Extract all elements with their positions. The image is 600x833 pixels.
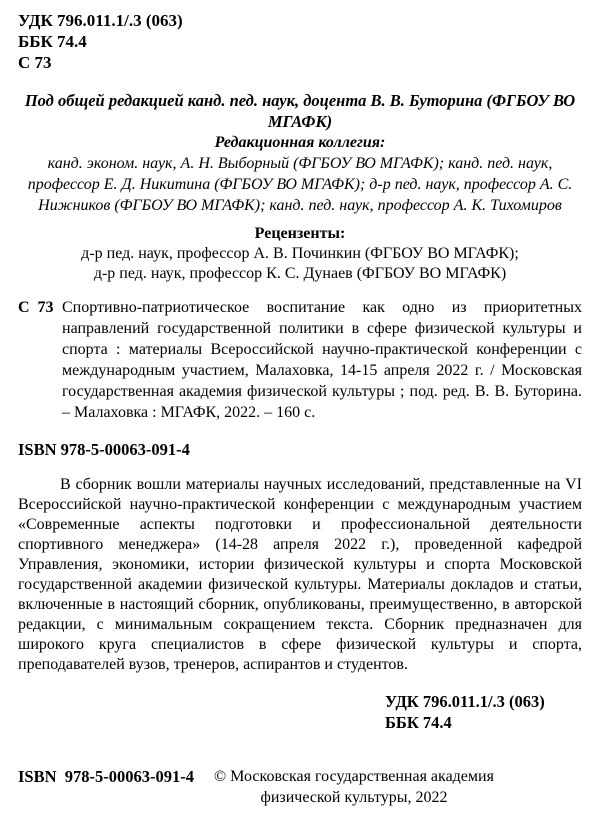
bottom-bbk-code: ББК 74.4 [385, 713, 452, 732]
top-codes-block [18, 10, 582, 73]
top-udk-code: УДК 796.011.1/.3 (063) [18, 11, 183, 30]
copyright-line-1: © Московская государственная академия [214, 768, 494, 785]
general-editor-line: Под общей редакцией канд. пед. наук, доцента В. В. Буторина (ФГБОУ ВО МГАФК) [24, 91, 576, 131]
editorial-board-members: канд. эконом. наук, А. Н. Выборный (ФГБОУ ВО МГАФК); канд. пед. наук, профессор Е. Д. Никитина (ФГБОУ ВО МГАФК); д-р пед. наук, профессор А. С. Нижников (ФГБОУ ВО МГАФК); канд. пед. наук, профессор А. К. Тихомиров [27, 155, 573, 214]
catalog-card-text: Спортивно-патриотическое воспитание как одно из приоритетных направлений государственной политики в сфере физической культуры и спорта : материалы Всероссийской научно-практической конференции с международным участием, Малаховка, 14-15 апреля 2022 г. / Московская государственная академия физической культуры ; под. ред. В. В. Буторина. – Малаховка : МГАФК, 2022. – 160 с. [62, 299, 582, 421]
isbn-line: ISBN 978-5-00063-091-4 [18, 440, 190, 459]
copyright-block [214, 766, 494, 808]
bottom-codes-block [385, 691, 582, 733]
top-author-sign: С 73 [18, 53, 52, 72]
bottom-isbn: ISBN 978-5-00063-091-4 [18, 767, 194, 786]
annotation-paragraph: В сборник вошли материалы научных исследований, представленные на VI Всероссийской научно-практической конференции с международным участием «Современные аспекты подготовки и профессиональной деятельности спортивного менеджера» (14-28 апреля 2022 г.), проведенной кафедрой Управления, экономики, истории физической культуры и спорта Московской государственной академии физической культуры. Материалы докладов и статьи, включенные в настоящий сборник, опубликованы, преимущественно, в авторской редакции, с минимальным сокращением текста. Сборник предназначен для широкого круга специалистов в сфере физической культуры и спорта, преподавателей вузов, тренеров, аспирантов и студентов. [18, 476, 582, 673]
catalog-card-code: С 73 [18, 299, 54, 316]
reviewers-title: Рецензенты: [254, 225, 346, 242]
copyright-line-2: физической культуры, 2022 [260, 789, 448, 806]
reviewer-line: д-р пед. наук, профессор А. В. Починкин (ФГБОУ ВО МГАФК); [81, 245, 519, 262]
editorial-board-title: Редакционная коллегия: [214, 134, 386, 151]
reviewer-line: д-р пед. наук, профессор К. С. Дунаев (ФГБОУ ВО МГАФК) [93, 265, 507, 282]
bottom-udk-code: УДК 796.011.1/.3 (063) [385, 692, 545, 711]
catalog-card-entry [18, 297, 582, 423]
top-bbk-code: ББК 74.4 [18, 32, 87, 51]
bottom-isbn-copyright-row [18, 766, 582, 808]
